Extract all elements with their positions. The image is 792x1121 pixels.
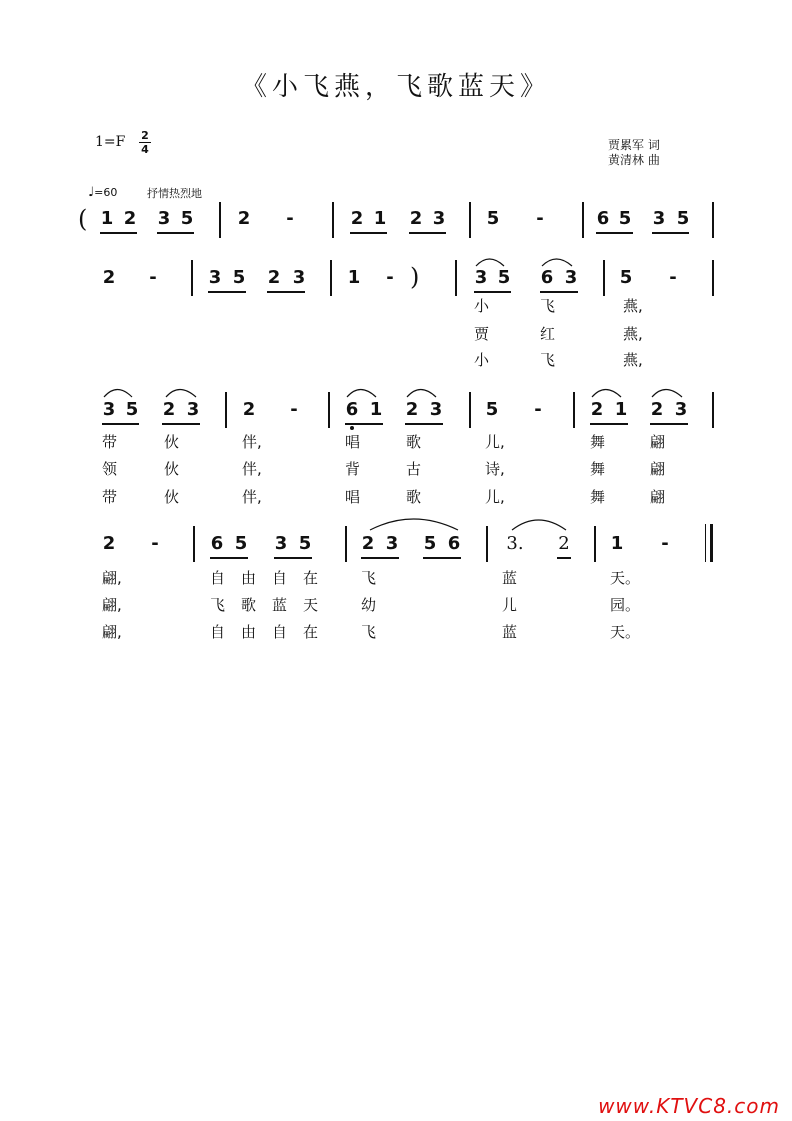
site-watermark: www.KTVC8.com [598, 1094, 780, 1118]
slur [370, 519, 458, 530]
note: 5 [234, 533, 248, 554]
lyric: 伙 [164, 460, 180, 478]
note: 2 [409, 208, 423, 229]
lyric: 飞 [540, 297, 556, 315]
note: 1 [100, 208, 114, 229]
dash: - [149, 267, 157, 288]
note: 5 [232, 267, 246, 288]
lyric: 飞 [361, 569, 377, 587]
note: 3 [429, 399, 443, 420]
lyric: 燕, [623, 351, 643, 369]
slur [347, 390, 376, 398]
note: 3 [674, 399, 688, 420]
lyric: 翩, [102, 569, 122, 587]
lyric: 天。 [610, 569, 641, 587]
lyric: 诗, [485, 460, 505, 478]
key-signature: 1=F [95, 134, 126, 150]
tempo-value: =60 [94, 186, 118, 199]
note: 2 [650, 399, 664, 420]
note: 3 [474, 267, 488, 288]
lyric: 园。 [610, 596, 641, 614]
note: 1 [614, 399, 628, 420]
note: 5 [619, 267, 633, 288]
note: 5 [125, 399, 139, 420]
slur [166, 390, 196, 398]
lyric: 小 [474, 351, 490, 369]
note: 3 [157, 208, 171, 229]
note: 3 [292, 267, 306, 288]
note: 5 [485, 399, 499, 420]
dash: - [286, 208, 294, 229]
note: 3 [564, 267, 578, 288]
note: 5 [180, 208, 194, 229]
note: 2 [405, 399, 419, 420]
note: 2 [162, 399, 176, 420]
lyric: 红 [540, 325, 556, 343]
lyric: 翩 [650, 460, 666, 478]
dash: - [534, 399, 542, 420]
lyric: 伴, [242, 460, 262, 478]
slur [512, 520, 566, 530]
note: 3 [432, 208, 446, 229]
slur [652, 390, 682, 398]
lyric: 带 [102, 488, 118, 506]
song-title: 《小飞燕，飞歌蓝天》 [240, 72, 551, 102]
lyric: 贾 [474, 325, 490, 343]
slur [542, 259, 572, 266]
lyric: 伙 [164, 488, 180, 506]
note: 3 [652, 208, 666, 229]
note: 2 [102, 533, 116, 554]
lyric: 飞歌蓝天 [210, 596, 335, 614]
note: 5 [298, 533, 312, 554]
lyric: 伴, [242, 433, 262, 451]
lyric: 小 [474, 297, 490, 315]
slur [407, 390, 436, 398]
close-paren: ) [410, 263, 420, 291]
note: 5 [423, 533, 437, 554]
lyric: 伙 [164, 433, 180, 451]
note: 6 [540, 267, 554, 288]
lyric: 翩, [102, 623, 122, 641]
dash: - [661, 533, 669, 554]
lyric: 燕, [623, 325, 643, 343]
note: 1 [347, 267, 361, 288]
lyric: 儿, [485, 488, 505, 506]
lyric: 翩 [650, 433, 666, 451]
note: 5 [676, 208, 690, 229]
note: 3 [274, 533, 288, 554]
lyric: 蓝 [502, 569, 518, 587]
expression-mark: 抒情热烈地 [147, 187, 202, 200]
composer: 黄清林 曲 [608, 153, 660, 167]
dash: - [386, 267, 394, 288]
note: 3 [186, 399, 200, 420]
note: 6 [447, 533, 461, 554]
note: 3 [208, 267, 222, 288]
open-paren: ( [78, 205, 88, 233]
lyric: 歌 [406, 433, 422, 451]
slur [476, 259, 504, 266]
dash: - [290, 399, 298, 420]
note: 2 [242, 399, 256, 420]
note: 5 [618, 208, 632, 229]
note: 6 [345, 399, 359, 420]
lyric: 领 [102, 460, 118, 478]
slur [592, 390, 621, 398]
note: 6 [210, 533, 224, 554]
lyric: 唱 [345, 488, 361, 506]
note: 3 [102, 399, 116, 420]
lyric: 儿, [485, 433, 505, 451]
note: 2 [350, 208, 364, 229]
dotted-note: 3. [506, 533, 524, 554]
lyricist: 贾累军 词 [608, 138, 660, 152]
lyric: 歌 [406, 488, 422, 506]
lyric: 唱 [345, 433, 361, 451]
note: 2 [361, 533, 375, 554]
lyric: 飞 [361, 623, 377, 641]
slur [104, 390, 132, 398]
note: 6 [596, 208, 610, 229]
lyric: 带 [102, 433, 118, 451]
lyric: 飞 [540, 351, 556, 369]
note: 2 [123, 208, 137, 229]
note: 2 [237, 208, 251, 229]
lyric: 舞 [590, 488, 606, 506]
dash: - [151, 533, 159, 554]
lyric: 古 [406, 460, 422, 478]
lyric: 舞 [590, 460, 606, 478]
lyric: 燕, [623, 297, 643, 315]
note: 5 [497, 267, 511, 288]
note: 1 [610, 533, 624, 554]
note: 2 [590, 399, 604, 420]
lyric: 伴, [242, 488, 262, 506]
note: 2 [267, 267, 281, 288]
note: 1 [373, 208, 387, 229]
dash: - [669, 267, 677, 288]
meter-bottom: 4 [141, 143, 149, 156]
note: 5 [486, 208, 500, 229]
note: 1 [369, 399, 383, 420]
lyric: 幼 [361, 596, 377, 614]
lyric: 翩, [102, 596, 122, 614]
lyric: 背 [345, 460, 361, 478]
lyric: 翩 [650, 488, 666, 506]
note: 3 [385, 533, 399, 554]
lyric: 自由自在 [210, 569, 335, 587]
quarter-note-icon: ♩ [88, 185, 95, 200]
lyric: 自由自在 [210, 623, 335, 641]
note: 2 [102, 267, 116, 288]
lyric: 舞 [590, 433, 606, 451]
meter-top: 2 [141, 129, 149, 142]
lyric: 儿 [502, 596, 518, 614]
dash: - [536, 208, 544, 229]
note: 2 [558, 533, 570, 554]
lyric: 蓝 [502, 623, 518, 641]
lyric: 天。 [610, 623, 641, 641]
